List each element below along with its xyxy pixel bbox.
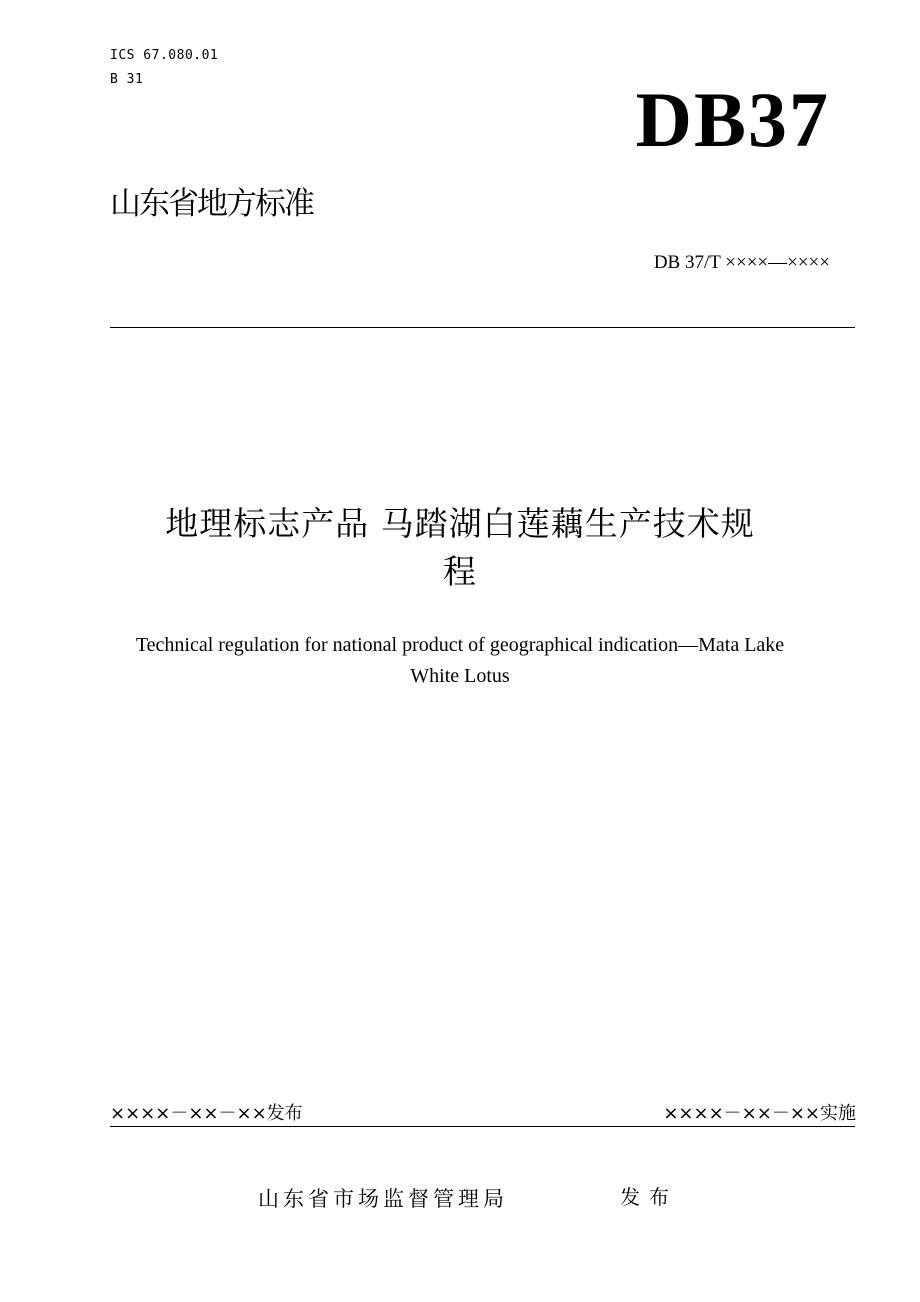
standard-type: 山东省地方标准 xyxy=(110,186,313,222)
issue-date: ××××－××－××发布 xyxy=(110,1103,303,1124)
chinese-title-line-1: 地理标志产品 马踏湖白莲藕生产技术规 xyxy=(165,504,755,543)
english-title xyxy=(90,630,830,692)
standard-number: DB 37/T ××××—×××× xyxy=(653,252,830,273)
issue-action: 发布 xyxy=(620,1185,678,1209)
chinese-title xyxy=(90,500,830,596)
english-title-line-2: White Lotus xyxy=(410,665,510,687)
implementation-date: ××××－××－××实施 xyxy=(663,1103,856,1124)
bottom-divider xyxy=(110,1126,855,1127)
top-divider xyxy=(110,327,855,328)
chinese-title-line-2: 程 xyxy=(443,552,477,591)
english-title-line-1: Technical regulation for national product of geographical indication—Mata Lake xyxy=(135,634,785,656)
db37-logo: DB37 xyxy=(635,76,830,163)
issuing-authority: 山东省市场监督管理局 xyxy=(258,1187,508,1211)
ics-code: ICS 67.080.01 xyxy=(110,48,219,63)
classification-code: B 31 xyxy=(110,72,144,87)
